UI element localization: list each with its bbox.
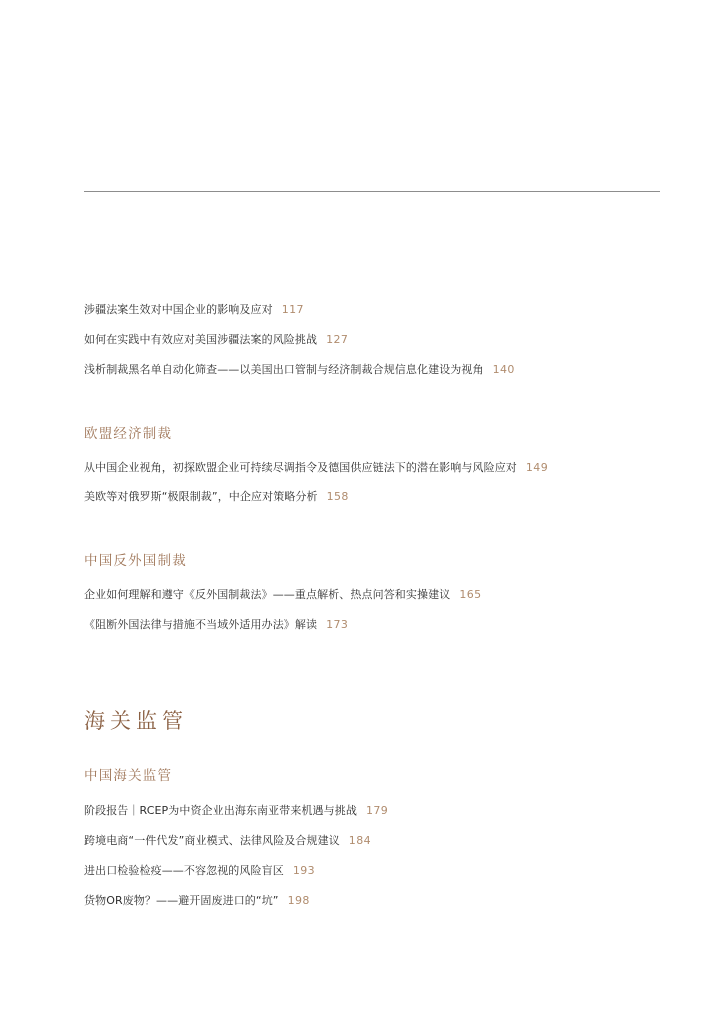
toc-entry-title: 浅析制裁黑名单自动化筛查——以美国出口管制与经济制裁合规信息化建设为视角 [84,363,484,376]
toc-entry[interactable] [84,333,348,347]
chapter-title-customs: 海关监管 [84,709,188,733]
toc-entry[interactable] [84,894,310,908]
toc-entry-page: 198 [287,894,310,907]
toc-entry-page: 179 [365,804,389,817]
toc-entry-page: 165 [459,588,482,601]
toc-entry-title: 涉疆法案生效对中国企业的影响及应对 [84,303,273,316]
toc-entry[interactable] [84,588,482,602]
toc-entry-title: 货物OR废物？——避开固废进口的“坑” [84,894,279,907]
toc-entry-page: 193 [292,864,316,877]
toc-entry[interactable] [84,618,348,632]
toc-entry-page: 149 [525,461,549,474]
toc-entry-page: 173 [326,618,349,631]
toc-entry[interactable] [84,834,371,848]
toc-entry-title: 美欧等对俄罗斯“极限制裁”，中企应对策略分析 [84,490,318,503]
toc-entry-title: 企业如何理解和遵守《反外国制裁法》——重点解析、热点问答和实操建议 [84,588,451,601]
toc-entry[interactable] [84,363,515,377]
toc-entry-title: 《阻断外国法律与措施不当域外适用办法》解读 [84,618,318,631]
toc-entry-title: 从中国企业视角，初探欧盟企业可持续尽调指令及德国供应链法下的潜在影响与风险应对 [84,461,517,474]
section-heading-eu-sanctions: 欧盟经济制裁 [84,426,173,442]
section-heading-china-anti-foreign-sanctions: 中国反外国制裁 [84,553,187,569]
toc-entry-page: 158 [326,490,349,503]
toc-entry[interactable] [84,864,315,878]
toc-entry[interactable] [84,490,349,504]
toc-entry-title: 跨境电商“一件代发”商业模式、法律风险及合规建议 [84,834,340,847]
section-heading-china-customs: 中国海关监管 [84,768,173,784]
toc-entry[interactable] [84,804,388,818]
top-divider-rule [84,191,660,192]
toc-entry-page: 117 [281,303,304,316]
toc-entry[interactable] [84,461,548,475]
toc-entry-page: 184 [348,834,371,847]
toc-entry-title: 如何在实践中有效应对美国涉疆法案的风险挑战 [84,333,318,346]
toc-entry-page: 140 [492,363,515,376]
toc-entry-title: 进出口检验检疫——不容忽视的风险盲区 [84,864,284,877]
toc-entry[interactable] [84,303,304,317]
toc-entry-title: 阶段报告｜RCEP为中资企业出海东南亚带来机遇与挑战 [84,804,357,817]
toc-entry-page: 127 [326,333,349,346]
